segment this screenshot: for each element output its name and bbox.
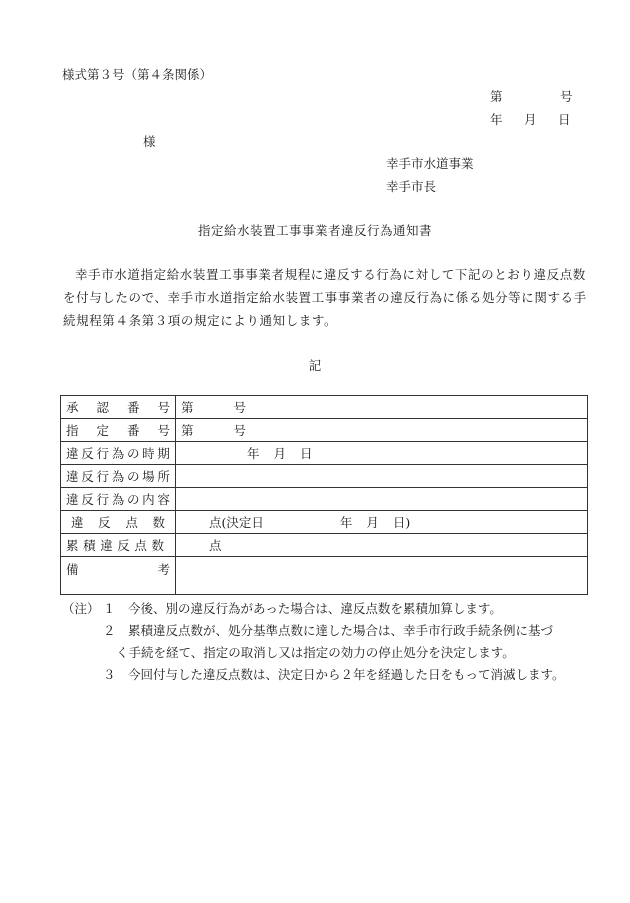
date-month: 月: [524, 112, 537, 127]
notes-label: （注）: [62, 601, 100, 616]
note-3-number: ３: [103, 667, 116, 682]
date-day: 日: [558, 112, 571, 127]
cumulative-points-label: 累 積 違 反 点 数: [66, 538, 164, 553]
number-go: 号: [560, 89, 573, 104]
designation-number-value: 第 号: [176, 419, 588, 442]
table-row: [61, 511, 588, 534]
notes-section: [62, 598, 602, 686]
note-3: [62, 664, 602, 686]
form-reference: 様式第３号（第４条関係）: [62, 67, 213, 82]
violation-points-label: 違 反 点 数: [71, 515, 165, 530]
note-2-text-line1: 累積違反点数が、処分基準点数に達した場合は、幸手市行政手続条例に基づ: [128, 623, 554, 638]
body-paragraph: 幸手市水道指定給水装置工事事業者規程に違反する行為に対して下記のとおり違反点数を付与したので、幸手市水道指定給水装置工事事業者の違反行為に係る処分等に関する手続規程第４条第３項の規定により通知します。: [63, 267, 587, 328]
date-year: 年: [490, 112, 503, 127]
note-2-number: ２: [103, 623, 116, 638]
note-2: [62, 620, 602, 642]
note-1-text: 今後、別の違反行為があった場合は、違反点数を累積加算します。: [128, 601, 502, 616]
table-row: [61, 488, 588, 511]
table-row: [61, 419, 588, 442]
ki-heading: 記: [308, 358, 322, 373]
table-row: [61, 534, 588, 557]
violation-table: [60, 395, 588, 595]
violation-content-label: 違 反 行 為 の 内 容: [66, 492, 170, 507]
number-dai: 第: [490, 89, 503, 104]
issuer-title: 幸手市長: [386, 179, 437, 194]
remarks-label: 備 考: [66, 562, 170, 577]
violation-content-value: [176, 488, 588, 511]
table-row: [61, 442, 588, 465]
table-row: [61, 465, 588, 488]
note-2-cont: [62, 642, 602, 664]
violation-time-label: 違 反 行 為 の 時 期: [66, 446, 170, 461]
note-1: [62, 598, 602, 620]
note-2-text-line2: く手続を経て、指定の取消し又は指定の効力の停止処分を決定します。: [116, 645, 515, 660]
approval-number-value: 第 号: [176, 396, 588, 419]
violation-place-value: [176, 465, 588, 488]
issuer-organization: 幸手市水道事業: [386, 156, 474, 171]
note-1-number: １: [103, 601, 116, 616]
violation-time-value: 年 月 日: [176, 442, 588, 465]
violation-points-value: 点(決定日 年 月 日): [176, 511, 588, 534]
table-row: [61, 557, 588, 595]
recipient-suffix: 様: [143, 134, 156, 149]
designation-number-label: 指 定 番 号: [66, 423, 170, 438]
violation-place-label: 違 反 行 為 の 場 所: [66, 469, 170, 484]
note-3-text: 今回付与した違反点数は、決定日から２年を経過した日をもって消滅します。: [128, 667, 565, 682]
document-title: 指定給水装置工事事業者違反行為通知書: [197, 223, 432, 238]
table-row: [61, 396, 588, 419]
approval-number-label: 承 認 番 号: [66, 400, 170, 415]
remarks-value: [176, 557, 588, 595]
cumulative-points-value: 点: [176, 534, 588, 557]
